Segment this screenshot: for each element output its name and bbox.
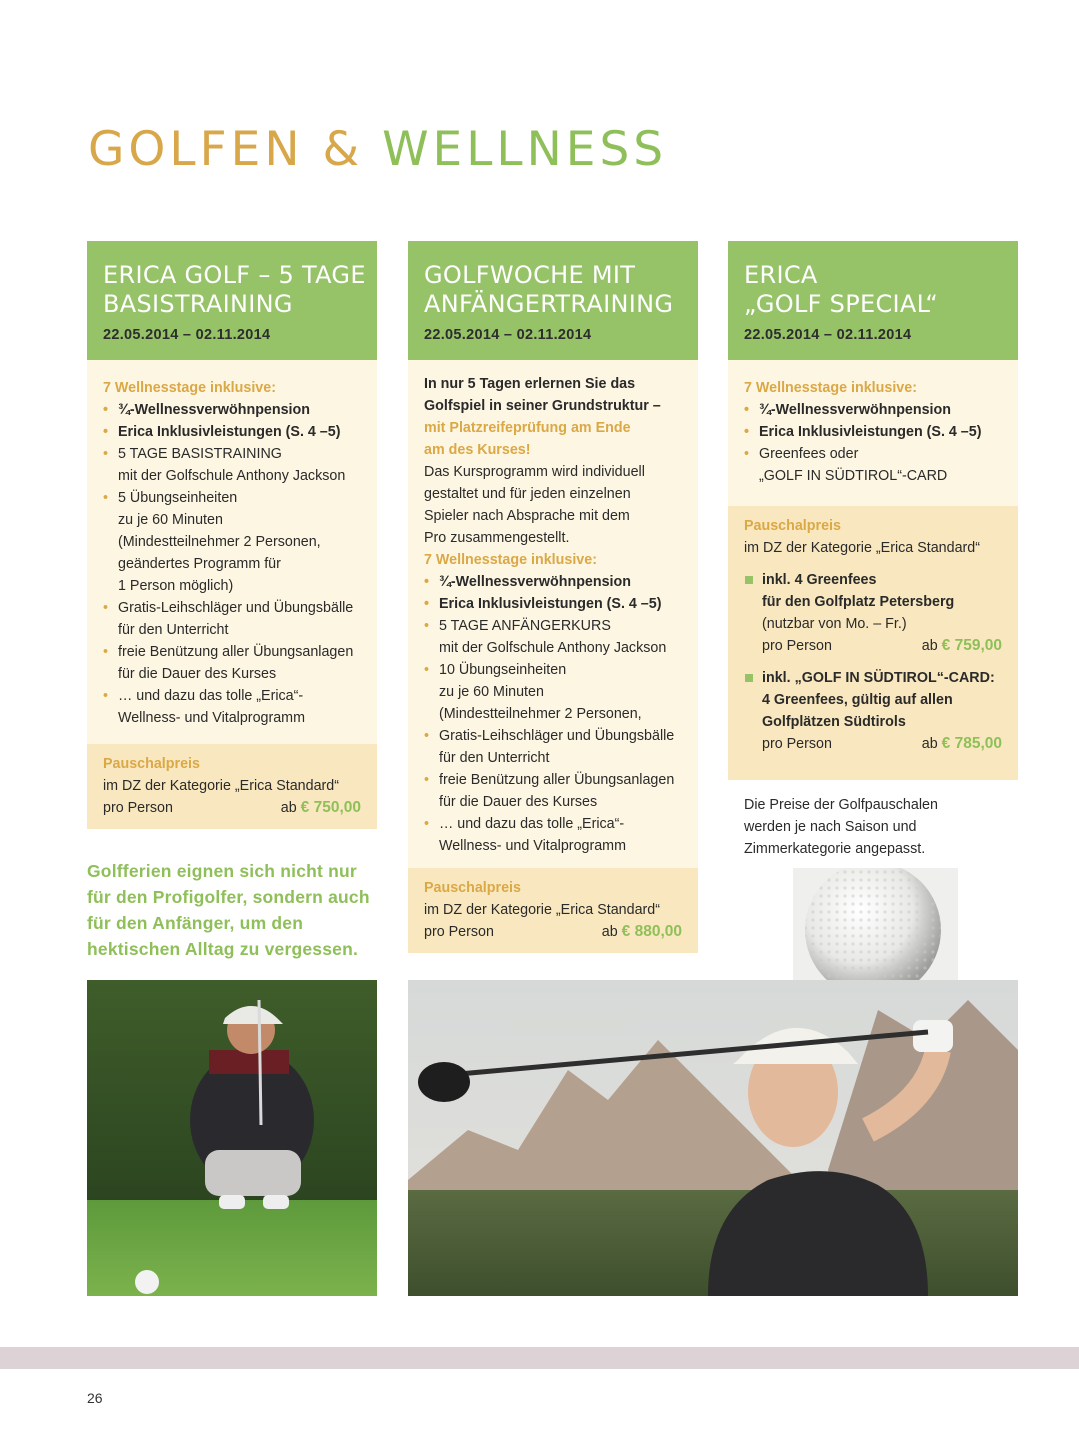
list-item: • ¾-Wellnessverwöhnpension xyxy=(744,399,1002,421)
course-description xyxy=(424,461,682,549)
list-item: • Erica Inklusivleistungen (S. 4 –5) xyxy=(103,421,361,443)
list-item: • Erica Inklusivleistungen (S. 4 –5) xyxy=(744,421,1002,443)
offer-title xyxy=(103,261,366,319)
list-item xyxy=(103,443,361,487)
per-person-label: pro Person xyxy=(762,638,832,654)
price-description: im DZ der Kategorie „Erica Standard“ xyxy=(424,902,660,918)
per-person-label: pro Person xyxy=(762,736,832,752)
list-item-text: … und dazu das tolle „Erica“- xyxy=(439,816,625,832)
offer-date: 22.05.2014 – 02.11.2014 xyxy=(103,327,271,343)
list-item-text: 1 Person möglich) xyxy=(118,578,234,594)
from-label: ab xyxy=(280,800,297,816)
price-row xyxy=(103,797,361,819)
description-line: Das Kursprogramm wird individuell xyxy=(424,464,645,480)
offer-card-golf-special xyxy=(728,241,1018,874)
price-label: Pauschalpreis xyxy=(744,518,841,534)
price-value-wrap xyxy=(922,635,1002,657)
offer-title-line: ERICA GOLF – 5 TAGE xyxy=(103,261,366,289)
list-item-text: für den Unterricht xyxy=(439,750,550,766)
list-item-text: zu je 60 Minuten xyxy=(118,512,223,528)
price-label: Pauschalpreis xyxy=(103,756,200,772)
price-box xyxy=(408,868,698,953)
page-number: 26 xyxy=(87,1390,103,1406)
list-item-text: Gratis-Leihschläger und Übungsbälle xyxy=(439,728,675,744)
lead-line: am des Kurses! xyxy=(424,442,531,458)
title-golfen: GOLFEN xyxy=(88,122,304,177)
list-item-text: mit der Golfschule Anthony Jackson xyxy=(439,640,667,656)
list-item-text: 5 TAGE ANFÄNGERKURS xyxy=(439,618,611,634)
list-item-text: freie Benützung aller Übungsanlagen xyxy=(439,772,675,788)
price-option-card xyxy=(744,667,1002,755)
list-item-text: Gratis-Leihschläger und Übungsbälle xyxy=(118,600,354,616)
option-line: inkl. „GOLF IN SÜDTIROL“-CARD: xyxy=(762,670,995,686)
offer-body xyxy=(728,360,1018,506)
price-box xyxy=(87,744,377,829)
list-item-text: Wellness- und Vitalprogramm xyxy=(439,838,626,854)
from-label: ab xyxy=(921,638,938,654)
per-person-label: pro Person xyxy=(424,924,494,940)
list-item: • ¾-Wellnessverwöhnpension xyxy=(103,399,361,421)
offer-header xyxy=(87,241,377,360)
offer-title-line: GOLFWOCHE MIT xyxy=(424,261,636,289)
golf-ball-image xyxy=(793,868,958,988)
list-item-text: geändertes Programm für xyxy=(118,556,281,572)
price-description: im DZ der Kategorie „Erica Standard“ xyxy=(103,778,339,794)
from-label: ab xyxy=(921,736,938,752)
from-label: ab xyxy=(601,924,618,940)
description-line: gestaltet und für jeden einzelnen xyxy=(424,486,631,502)
list-item xyxy=(103,487,361,597)
offer-header xyxy=(728,241,1018,360)
title-wellness: WELLNESS xyxy=(382,122,668,177)
offer-title xyxy=(744,261,1002,319)
list-item-text: (Mindestteilnehmer 2 Personen, xyxy=(118,534,321,550)
price-box xyxy=(728,506,1018,780)
list-item-text: zu je 60 Minuten xyxy=(439,684,544,700)
option-line: inkl. 4 Greenfees xyxy=(762,572,877,588)
list-item-text: für den Unterricht xyxy=(118,622,229,638)
list-item xyxy=(424,813,682,857)
list-item xyxy=(424,769,682,813)
price-value-wrap xyxy=(281,797,361,819)
list-item-text: für die Dauer des Kurses xyxy=(118,666,277,682)
list-item xyxy=(103,685,361,729)
lead-line: mit Platzreifeprüfung am Ende xyxy=(424,420,631,436)
description-line: Pro zusammengestellt. xyxy=(424,530,570,546)
description-line: Spieler nach Absprache mit dem xyxy=(424,508,630,524)
offer-header xyxy=(408,241,698,360)
golfer-swing-photo xyxy=(408,980,1018,1296)
per-person-label: pro Person xyxy=(103,800,173,816)
price-option-greenfees xyxy=(744,569,1002,657)
list-item: • ¾-Wellnessverwöhnpension xyxy=(424,571,682,593)
list-item-text: 10 Übungseinheiten xyxy=(439,662,567,678)
list-item xyxy=(103,641,361,685)
lead-line: In nur 5 Tagen erlernen Sie das xyxy=(424,376,636,392)
price-value-wrap xyxy=(602,921,682,943)
option-line: Golfplätzen Südtirols xyxy=(762,714,906,730)
offer-card-basistraining xyxy=(87,241,377,829)
inclusive-list xyxy=(744,399,1002,487)
option-line: 4 Greenfees, gültig auf allen xyxy=(762,692,953,708)
list-item-text: freie Benützung aller Übungsanlagen xyxy=(118,644,354,660)
offer-body xyxy=(87,360,377,744)
footer-bar xyxy=(0,1347,1079,1369)
inclusive-list xyxy=(103,399,361,729)
list-item-text: „GOLF IN SÜDTIROL“-CARD xyxy=(759,468,948,484)
price-amount: € 750,00 xyxy=(300,799,361,816)
option-line: (nutzbar von Mo. – Fr.) xyxy=(762,616,907,632)
quote-text: Golfferien eignen sich nicht nur für den Profigolfer, sondern auch für den Anfänger, um den hektischen Alltag zu vergessen. xyxy=(87,861,370,959)
note-line: Die Preise der Golfpauschalen xyxy=(744,797,938,813)
note-line: werden je nach Saison und xyxy=(744,819,917,835)
inclusive-list xyxy=(424,571,682,857)
inclusive-label: 7 Wellnesstage inklusive: xyxy=(744,380,917,396)
lead-highlight xyxy=(424,417,682,461)
price-value-wrap xyxy=(922,733,1002,755)
offer-date: 22.05.2014 – 02.11.2014 xyxy=(744,327,912,343)
list-item-text: mit der Golfschule Anthony Jackson xyxy=(118,468,346,484)
lead-text xyxy=(424,373,682,417)
list-item-text: (Mindestteilnehmer 2 Personen, xyxy=(439,706,642,722)
page-title xyxy=(88,122,667,177)
offer-title-line: BASISTRAINING xyxy=(103,290,293,318)
price-row xyxy=(762,733,1002,755)
option-line: für den Golfplatz Petersberg xyxy=(762,594,955,610)
price-row xyxy=(424,921,682,943)
list-item-text: 5 TAGE BASISTRAINING xyxy=(118,446,282,462)
price-amount: € 785,00 xyxy=(941,735,1002,752)
price-amount: € 880,00 xyxy=(621,923,682,940)
offer-title-line: „GOLF SPECIAL“ xyxy=(744,290,939,318)
list-item xyxy=(103,597,361,641)
offer-body xyxy=(408,360,698,868)
list-item-text: … und dazu das tolle „Erica“- xyxy=(118,688,304,704)
price-description: im DZ der Kategorie „Erica Standard“ xyxy=(744,540,980,556)
lead-line: Golfspiel in seiner Grundstruktur – xyxy=(424,398,661,414)
list-item: • Erica Inklusivleistungen (S. 4 –5) xyxy=(424,593,682,615)
inclusive-label: 7 Wellnesstage inklusive: xyxy=(424,552,597,568)
note-line: Zimmerkategorie angepasst. xyxy=(744,841,926,857)
price-options xyxy=(744,569,1002,755)
list-item xyxy=(424,659,682,725)
inclusive-label: 7 Wellnesstage inklusive: xyxy=(103,380,276,396)
golfer-crouching-photo xyxy=(87,980,377,1296)
offer-card-golfwoche xyxy=(408,241,698,953)
offer-title-line: ANFÄNGERTRAINING xyxy=(424,290,674,318)
offer-title-line: ERICA xyxy=(744,261,818,289)
list-item xyxy=(744,443,1002,487)
list-item-text: Wellness- und Vitalprogramm xyxy=(118,710,305,726)
offer-date: 22.05.2014 – 02.11.2014 xyxy=(424,327,592,343)
price-note xyxy=(728,780,1018,874)
list-item-text: für die Dauer des Kurses xyxy=(439,794,598,810)
price-amount: € 759,00 xyxy=(941,637,1002,654)
price-label: Pauschalpreis xyxy=(424,880,521,896)
offer-title xyxy=(424,261,682,319)
list-item xyxy=(424,615,682,659)
list-item xyxy=(424,725,682,769)
price-row xyxy=(762,635,1002,657)
list-item-text: 5 Übungseinheiten xyxy=(118,490,238,506)
list-item-text: Greenfees oder xyxy=(759,446,859,462)
title-ampersand: & xyxy=(322,122,364,177)
